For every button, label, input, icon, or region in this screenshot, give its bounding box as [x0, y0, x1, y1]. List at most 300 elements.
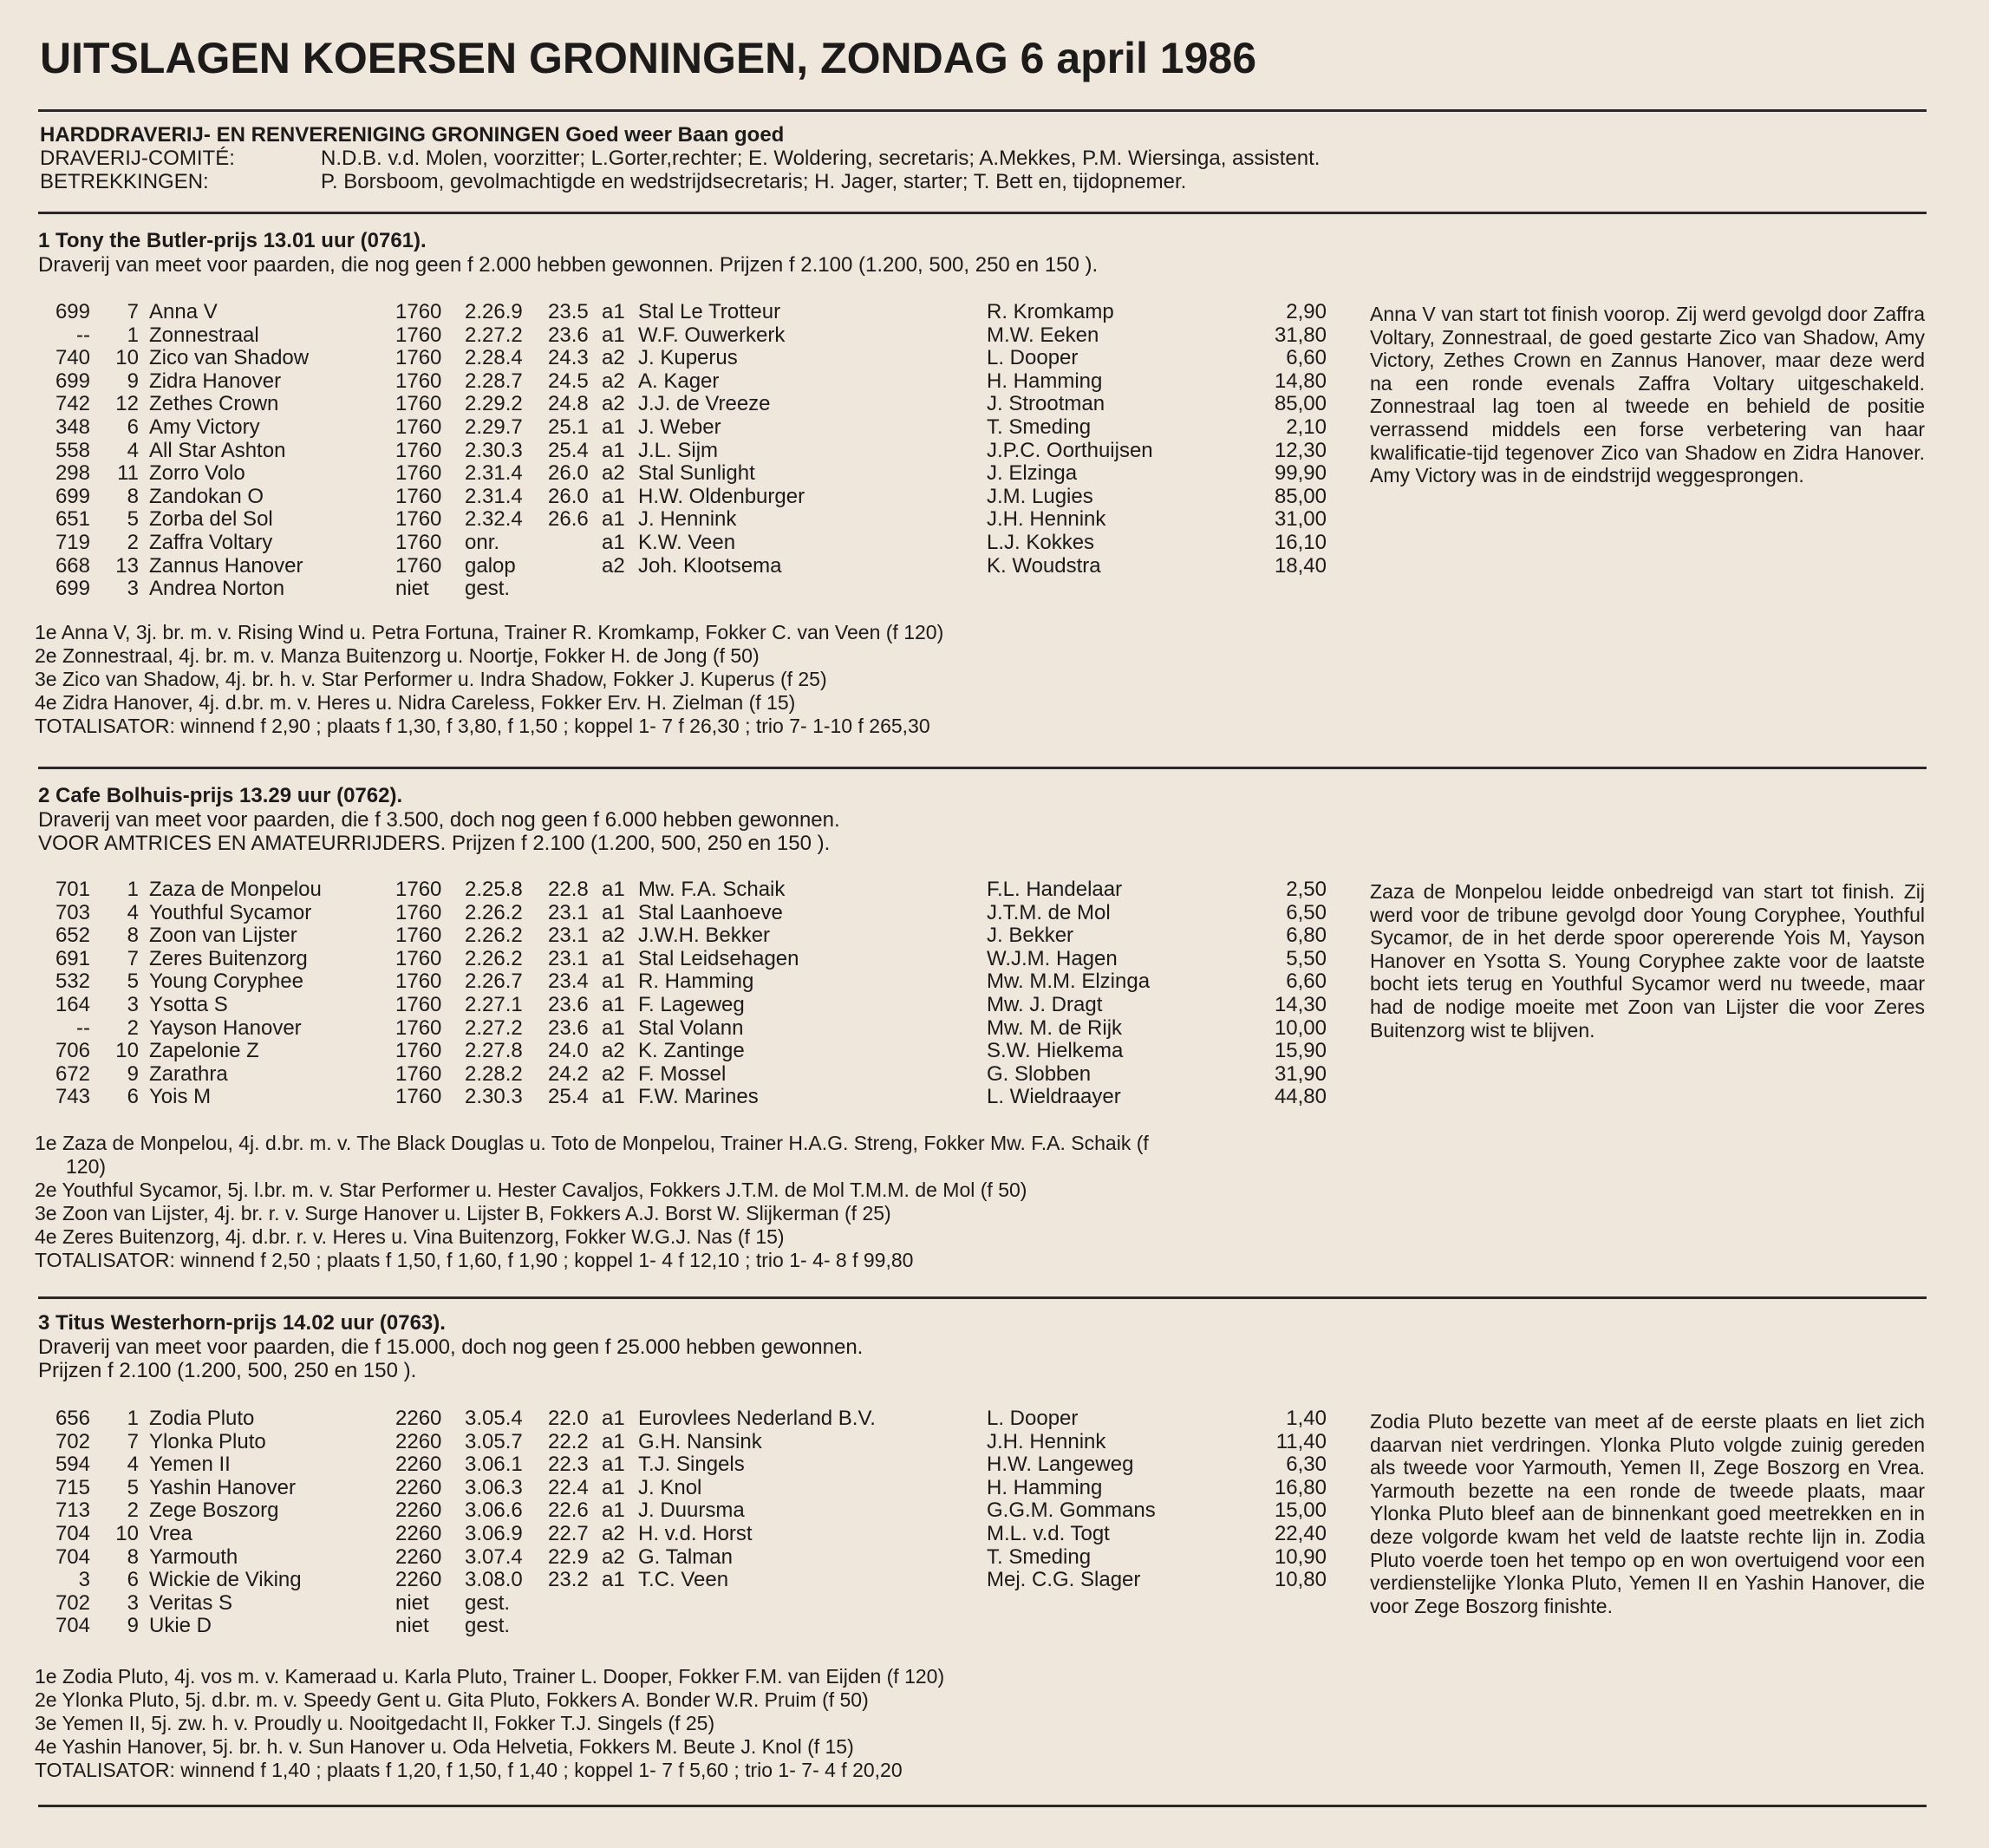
meeting-line: HARDDRAVERIJ- EN RENVERENIGING GRONINGEN Goed weer Baan goed: [40, 123, 785, 147]
distance: 1760: [395, 1015, 442, 1040]
odds: 85,00: [1274, 484, 1327, 508]
km-time: 23.6: [548, 1015, 589, 1040]
prev-number: 594: [55, 1453, 90, 1477]
distance: 1760: [395, 300, 442, 323]
time: 2.25.8: [465, 878, 523, 901]
odds: 31,00: [1274, 507, 1327, 532]
class: a2: [602, 1061, 625, 1086]
driver: L. Dooper: [987, 346, 1079, 370]
distance: 2260: [395, 1499, 442, 1523]
odds: 10,90: [1274, 1544, 1327, 1569]
distance: niet: [395, 1614, 429, 1638]
odds: 6,50: [1286, 900, 1327, 924]
km-time: 25.4: [548, 438, 589, 462]
driver: T. Smeding: [987, 1544, 1092, 1569]
prev-number: 699: [55, 577, 90, 601]
placings: [35, 621, 943, 738]
odds: 5,50: [1286, 946, 1327, 970]
owner: G.H. Nansink: [638, 1429, 762, 1453]
odds: 14,30: [1274, 993, 1327, 1016]
time: gest.: [465, 577, 511, 601]
distance: niet: [395, 577, 429, 601]
class: a1: [602, 438, 625, 462]
class: a2: [602, 1544, 625, 1569]
driver: S.W. Hielkema: [987, 1039, 1124, 1063]
table-row: [0, 1499, 1353, 1522]
divider: [38, 767, 1927, 769]
start-number: 9: [127, 1061, 139, 1086]
start-number: 3: [127, 577, 139, 601]
distance: 2260: [395, 1453, 442, 1477]
prev-number: 691: [55, 946, 90, 970]
km-time: 24.2: [548, 1061, 589, 1086]
time: 2.31.4: [465, 461, 523, 486]
class: a2: [602, 392, 625, 416]
prev-number: 704: [55, 1544, 90, 1569]
class: a2: [602, 346, 625, 370]
km-time: 22.8: [548, 878, 589, 901]
prev-number: --: [76, 1015, 90, 1040]
horse-name: Zidra Hanover: [149, 369, 282, 393]
km-time: 26.0: [548, 484, 589, 508]
owner: Mw. F.A. Schaik: [638, 878, 786, 901]
driver: J.T.M. de Mol: [987, 900, 1111, 924]
prev-number: 713: [55, 1499, 90, 1523]
km-time: 25.1: [548, 415, 589, 439]
start-number: 8: [127, 924, 139, 948]
horse-name: Zandokan O: [149, 484, 264, 508]
start-number: 4: [127, 900, 139, 924]
odds: 10,80: [1274, 1568, 1327, 1592]
owner: A. Kager: [638, 369, 720, 393]
table-row: [0, 1453, 1353, 1476]
km-time: 23.4: [548, 970, 589, 994]
prev-number: 702: [55, 1429, 90, 1453]
class: a1: [602, 946, 625, 970]
table-row: [0, 924, 1353, 947]
owner: Stal Le Trotteur: [638, 300, 781, 323]
km-time: 22.6: [548, 1499, 589, 1523]
table-row: [0, 1568, 1353, 1591]
driver: L. Dooper: [987, 1407, 1079, 1430]
distance: 1760: [395, 1061, 442, 1086]
table-row: [0, 1062, 1353, 1086]
placing-line: 4e Yashin Hanover, 5j. br. h. v. Sun Hanover u. Oda Helvetia, Fokkers M. Beute J. Knol (f 15): [35, 1735, 854, 1758]
table-row: [0, 1016, 1353, 1040]
time: 2.26.7: [465, 970, 523, 994]
odds: 16,80: [1274, 1475, 1327, 1499]
table-row: [0, 1614, 1353, 1637]
prev-number: 699: [55, 369, 90, 393]
horse-name: Zaffra Voltary: [149, 531, 273, 554]
prev-number: 701: [55, 878, 90, 901]
owner: K. Zantinge: [638, 1039, 745, 1063]
start-number: 8: [127, 1544, 139, 1569]
prev-number: 558: [55, 438, 90, 462]
odds: 99,90: [1274, 461, 1327, 486]
km-time: 23.2: [548, 1568, 589, 1592]
class: a1: [602, 300, 625, 323]
time: 3.05.4: [465, 1407, 523, 1430]
km-time: 22.2: [548, 1429, 589, 1453]
odds: 31,90: [1274, 1061, 1327, 1086]
owner: F. Lageweg: [638, 993, 745, 1016]
prev-number: 164: [55, 993, 90, 1016]
table-row: [0, 346, 1353, 369]
time: 3.06.3: [465, 1475, 523, 1499]
horse-name: Zethes Crown: [149, 392, 279, 416]
km-time: 23.1: [548, 924, 589, 948]
table-row: [0, 577, 1353, 600]
time: 2.27.2: [465, 323, 523, 347]
km-time: 22.7: [548, 1522, 589, 1545]
prev-number: 740: [55, 346, 90, 370]
driver: J. Elzinga: [987, 461, 1078, 486]
time: 2.27.1: [465, 993, 523, 1016]
start-number: 9: [127, 369, 139, 393]
table-row: [0, 415, 1353, 439]
odds: 6,80: [1286, 924, 1327, 948]
start-number: 8: [127, 484, 139, 508]
divider: [38, 1296, 1927, 1299]
time: 2.28.2: [465, 1061, 523, 1086]
distance: 2260: [395, 1475, 442, 1499]
horse-name: Zarathra: [149, 1061, 228, 1086]
distance: 1760: [395, 900, 442, 924]
time: gest.: [465, 1590, 511, 1615]
prev-number: 699: [55, 484, 90, 508]
odds: 12,30: [1274, 438, 1327, 462]
odds: 31,80: [1274, 323, 1327, 347]
driver: H.W. Langeweg: [987, 1453, 1134, 1477]
totalisator-line: TOTALISATOR: winnend f 1,40 ; plaats f 1,20, f 1,50, f 1,40 ; koppel 1- 7 f 5,60 ; trio 1- 7- 4 f 20,20: [35, 1759, 903, 1781]
distance: 2260: [395, 1522, 442, 1545]
distance: 1760: [395, 438, 442, 462]
class: a1: [602, 1085, 625, 1109]
time: 2.31.4: [465, 484, 523, 508]
class: a1: [602, 1499, 625, 1523]
driver: Mw. M.M. Elzinga: [987, 970, 1151, 994]
distance: niet: [395, 1590, 429, 1615]
owner: W.F. Ouwerkerk: [638, 323, 786, 347]
race-conditions: Draverij van meet voor paarden, die f 15.000, doch nog geen f 25.000 hebben gewonnen. Prijzen f 2.100 (1.200, 500, 250 en 150 ).: [38, 1335, 864, 1382]
class: a1: [602, 1453, 625, 1477]
race-title: 1 Tony the Butler-prijs 13.01 uur (0761).: [38, 229, 427, 252]
start-number: 10: [115, 1522, 139, 1545]
odds: 2,10: [1286, 415, 1327, 439]
prev-number: 743: [55, 1085, 90, 1109]
owner: J.L. Sijm: [638, 438, 719, 462]
totalisator-line: TOTALISATOR: winnend f 2,90 ; plaats f 1,30, f 3,80, f 1,50 ; koppel 1- 7 f 26,30 ; trio 7- 1-10 f 265,30: [35, 715, 930, 737]
prev-number: 742: [55, 392, 90, 416]
table-row: [0, 323, 1353, 347]
start-number: 12: [115, 392, 139, 416]
km-time: 22.9: [548, 1544, 589, 1569]
start-number: 3: [127, 1590, 139, 1615]
placing-line: 2e Zonnestraal, 4j. br. m. v. Manza Buitenzorg u. Noortje, Fokker H. de Jong (f 50): [35, 644, 760, 667]
placing-line: 120): [66, 1155, 107, 1178]
distance: 1760: [395, 553, 442, 578]
horse-name: Zege Boszorg: [149, 1499, 279, 1523]
distance: 2260: [395, 1429, 442, 1453]
driver: K. Woudstra: [987, 553, 1101, 578]
start-number: 6: [127, 415, 139, 439]
odds: 6,60: [1286, 970, 1327, 994]
odds: 6,60: [1286, 346, 1327, 370]
horse-name: Zico van Shadow: [149, 346, 310, 370]
driver: J.M. Lugies: [987, 484, 1093, 508]
start-number: 6: [127, 1568, 139, 1592]
distance: 1760: [395, 392, 442, 416]
race-title: 3 Titus Westerhorn-prijs 14.02 uur (0763).: [38, 1311, 446, 1335]
placing-line: 3e Zico van Shadow, 4j. br. h. v. Star Performer u. Indra Shadow, Fokker J. Kuperus (f 25): [35, 668, 827, 690]
time: 2.27.8: [465, 1039, 523, 1063]
time: 2.28.4: [465, 346, 523, 370]
km-time: 22.0: [548, 1407, 589, 1430]
odds: 2,90: [1286, 300, 1327, 323]
owner: Stal Laanhoeve: [638, 900, 783, 924]
owner: J. Kuperus: [638, 346, 738, 370]
odds: 85,00: [1274, 392, 1327, 416]
class: a2: [602, 1039, 625, 1063]
horse-name: Zodia Pluto: [149, 1407, 255, 1430]
time: 3.06.6: [465, 1499, 523, 1523]
time: 3.06.1: [465, 1453, 523, 1477]
class: a2: [602, 924, 625, 948]
class: a1: [602, 1429, 625, 1453]
prev-number: --: [76, 323, 90, 347]
horse-name: All Star Ashton: [149, 438, 286, 462]
table-row: [0, 439, 1353, 462]
race-title: 2 Cafe Bolhuis-prijs 13.29 uur (0762).: [38, 784, 403, 807]
km-time: 22.4: [548, 1475, 589, 1499]
time: 2.32.4: [465, 507, 523, 532]
class: a1: [602, 507, 625, 532]
start-number: 3: [127, 993, 139, 1016]
km-time: 23.1: [548, 946, 589, 970]
start-number: 4: [127, 438, 139, 462]
owner: H.W. Oldenburger: [638, 484, 805, 508]
owner: J. Knol: [638, 1475, 702, 1499]
km-time: 23.6: [548, 323, 589, 347]
owner: J.J. de Vreeze: [638, 392, 771, 416]
horse-name: Anna V: [149, 300, 218, 323]
odds: 11,40: [1275, 1429, 1327, 1453]
placing-line: 2e Ylonka Pluto, 5j. d.br. m. v. Speedy Gent u. Gita Pluto, Fokkers A. Bonder W.R. Pruim (f 50): [35, 1688, 869, 1711]
odds: 16,10: [1274, 531, 1327, 554]
prev-number: 651: [55, 507, 90, 532]
placing-line: 3e Zoon van Lijster, 4j. br. r. v. Surge Hanover u. Lijster B, Fokkers A.J. Borst W. Slijkerman (f 25): [35, 1202, 891, 1224]
distance: 1760: [395, 461, 442, 486]
time: 2.26.2: [465, 924, 523, 948]
driver: Mej. C.G. Slager: [987, 1568, 1141, 1592]
odds: 44,80: [1274, 1085, 1327, 1109]
owner: K.W. Veen: [638, 531, 736, 554]
prev-number: 656: [55, 1407, 90, 1430]
placing-line: 3e Yemen II, 5j. zw. h. v. Proudly u. Nooitgedacht II, Fokker T.J. Singels (f 25): [35, 1712, 715, 1734]
start-number: 6: [127, 1085, 139, 1109]
horse-name: Yarmouth: [149, 1544, 238, 1569]
km-time: 25.4: [548, 1085, 589, 1109]
driver: M.L. v.d. Togt: [987, 1522, 1110, 1545]
horse-name: Zannus Hanover: [149, 553, 303, 578]
distance: 2260: [395, 1544, 442, 1569]
horse-name: Zoon van Lijster: [149, 924, 297, 948]
prev-number: 348: [55, 415, 90, 439]
class: a2: [602, 1522, 625, 1545]
prev-number: 704: [55, 1614, 90, 1638]
prev-number: 672: [55, 1061, 90, 1086]
distance: 1760: [395, 484, 442, 508]
class: a1: [602, 993, 625, 1016]
placings: [35, 1132, 1149, 1272]
horse-name: Wickie de Viking: [149, 1568, 302, 1592]
odds: 15,00: [1274, 1499, 1327, 1523]
time: 3.08.0: [465, 1568, 523, 1592]
prev-number: 668: [55, 553, 90, 578]
distance: 1760: [395, 878, 442, 901]
time: 2.26.2: [465, 900, 523, 924]
prev-number: 715: [55, 1475, 90, 1499]
owner: J. Weber: [638, 415, 721, 439]
class: a1: [602, 415, 625, 439]
odds: 18,40: [1274, 553, 1327, 578]
prev-number: 3: [78, 1568, 90, 1592]
km-time: 26.6: [548, 507, 589, 532]
distance: 2260: [395, 1407, 442, 1430]
odds: 10,00: [1274, 1015, 1327, 1040]
horse-name: Zaza de Monpelou: [149, 878, 322, 901]
owner: T.J. Singels: [638, 1453, 745, 1477]
owner: Eurovlees Nederland B.V.: [638, 1407, 876, 1430]
distance: 1760: [395, 1039, 442, 1063]
time: onr.: [465, 531, 500, 554]
odds: 1,40: [1286, 1407, 1327, 1430]
km-time: 24.8: [548, 392, 589, 416]
class: a1: [602, 484, 625, 508]
start-number: 5: [127, 507, 139, 532]
horse-name: Yayson Hanover: [149, 1015, 302, 1040]
placing-line: 1e Zodia Pluto, 4j. vos m. v. Kameraad u. Karla Pluto, Trainer L. Dooper, Fokker F.M. van Eijden (f 120): [35, 1665, 945, 1688]
start-number: 2: [127, 1499, 139, 1523]
officials-line: BETREKKINGEN: P. Borsboom, gevolmachtigde en wedstrijdsecretaris; H. Jager, starter; T. Bett en, tijdopnemer.: [40, 170, 1187, 193]
race-comment: Zodia Pluto bezette van meet af de eerste plaats en liet zich daarvan niet verdringen. Ylonka Pluto volgde zuinig gereden als tweede voor Yarmouth, Yemen II, Zege Boszorg en Vrea. Yarmouth bezette na een ronde de tweede plaats, maar Ylonka Pluto bleef aan de binnenkant goed meetrekken en in deze volgorde kwam het veld de laatste rechte lijn in. Zodia Pluto voerde toen het tempo op en won overtuigend voor een verdienstelijke Ylonka Pluto, Yemen II en Yashin Hanover, die voor Zege Boszorg finishte.: [1370, 1410, 1925, 1617]
race-comment: Anna V van start tot finish voorop. Zij werd gevolgd door Zaffra Voltary, Zonnestraal, de goed gestarte Zico van Shadow, Amy Victory, Zethes Crown en Zannus Hanover, maar deze werd na een ronde evenals Zaffra Voltary uitgeschakeld. Zonnestraal lag toen al tweede en behield de positie verrassend middels een forse verbetering van haar kwalificatie-tijd tegenover Zico van Shadow en Zidra Hanover. Amy Victory was in de eindstrijd weggesprongen.: [1370, 303, 1925, 487]
start-number: 1: [127, 878, 139, 901]
start-number: 1: [127, 323, 139, 347]
table-row: [0, 1407, 1353, 1430]
horse-name: Young Coryphee: [149, 970, 303, 994]
placing-line: 2e Youthful Sycamor, 5j. l.br. m. v. Star Performer u. Hester Cavaljos, Fokkers J.T.M. de Mol T.M.M. de Mol (f 50): [35, 1179, 1027, 1201]
distance: 1760: [395, 369, 442, 393]
distance: 1760: [395, 323, 442, 347]
km-time: 24.3: [548, 346, 589, 370]
class: a1: [602, 970, 625, 994]
prev-number: 703: [55, 900, 90, 924]
placing-line: 4e Zeres Buitenzorg, 4j. d.br. r. v. Heres u. Vina Buitenzorg, Fokker W.G.J. Nas (f 15): [35, 1225, 785, 1248]
horse-name: Zapelonie Z: [149, 1039, 259, 1063]
driver: J.H. Hennink: [987, 507, 1106, 532]
horse-name: Zonnestraal: [149, 323, 259, 347]
class: a1: [602, 900, 625, 924]
km-time: 24.5: [548, 369, 589, 393]
prev-number: 652: [55, 924, 90, 948]
time: gest.: [465, 1614, 511, 1638]
horse-name: Youthful Sycamor: [149, 900, 312, 924]
driver: T. Smeding: [987, 415, 1092, 439]
odds: 6,30: [1286, 1453, 1327, 1477]
race-conditions: Draverij van meet voor paarden, die nog geen f 2.000 hebben gewonnen. Prijzen f 2.100 (1.200, 500, 250 en 150 ).: [38, 253, 1099, 277]
distance: 1760: [395, 946, 442, 970]
driver: M.W. Eeken: [987, 323, 1099, 347]
km-time: 24.0: [548, 1039, 589, 1063]
placings: [35, 1665, 944, 1782]
horse-name: Ylonka Pluto: [149, 1429, 266, 1453]
distance: 2260: [395, 1568, 442, 1592]
table-row: [0, 300, 1353, 323]
distance: 1760: [395, 970, 442, 994]
distance: 1760: [395, 993, 442, 1016]
horse-name: Yois M: [149, 1085, 212, 1109]
table-row: [0, 1085, 1353, 1108]
driver: H. Hamming: [987, 369, 1103, 393]
km-time: 26.0: [548, 461, 589, 486]
prev-number: 706: [55, 1039, 90, 1063]
table-row: [0, 507, 1353, 531]
owner: H. v.d. Horst: [638, 1522, 753, 1545]
horse-name: Ukie D: [149, 1614, 212, 1638]
start-number: 5: [127, 1475, 139, 1499]
table-row: [0, 461, 1353, 485]
table-row: [0, 1591, 1353, 1615]
divider: [38, 1805, 1927, 1807]
class: a1: [602, 878, 625, 901]
km-time: 23.1: [548, 900, 589, 924]
time: 2.29.2: [465, 392, 523, 416]
placing-line: 1e Zaza de Monpelou, 4j. d.br. m. v. The Black Douglas u. Toto de Monpelou, Trainer H.A.G. Streng, Fokker Mw. F.A. Schaik (f: [35, 1132, 1149, 1154]
class: a1: [602, 323, 625, 347]
prev-number: 298: [55, 461, 90, 486]
driver: J.H. Hennink: [987, 1429, 1106, 1453]
class: a1: [602, 1015, 625, 1040]
table-row: [0, 554, 1353, 578]
class: a1: [602, 531, 625, 554]
time: 2.28.7: [465, 369, 523, 393]
distance: 1760: [395, 531, 442, 554]
table-row: [0, 878, 1353, 901]
odds: 2,50: [1286, 878, 1327, 901]
time: 3.07.4: [465, 1544, 523, 1569]
driver: J.P.C. Oorthuijsen: [987, 438, 1153, 462]
owner: Stal Volann: [638, 1015, 744, 1040]
start-number: 2: [127, 531, 139, 554]
start-number: 11: [117, 461, 139, 486]
driver: L. Wieldraayer: [987, 1085, 1121, 1109]
prev-number: 719: [55, 531, 90, 554]
driver: J. Bekker: [987, 924, 1074, 948]
start-number: 10: [115, 1039, 139, 1063]
start-number: 5: [127, 970, 139, 994]
km-time: 22.3: [548, 1453, 589, 1477]
owner: R. Hamming: [638, 970, 754, 994]
odds: 22,40: [1274, 1522, 1327, 1545]
prev-number: 699: [55, 300, 90, 323]
horse-name: Vrea: [149, 1522, 192, 1545]
horse-name: Veritas S: [149, 1590, 233, 1615]
owner: Stal Sunlight: [638, 461, 755, 486]
divider: [38, 212, 1927, 214]
distance: 1760: [395, 415, 442, 439]
